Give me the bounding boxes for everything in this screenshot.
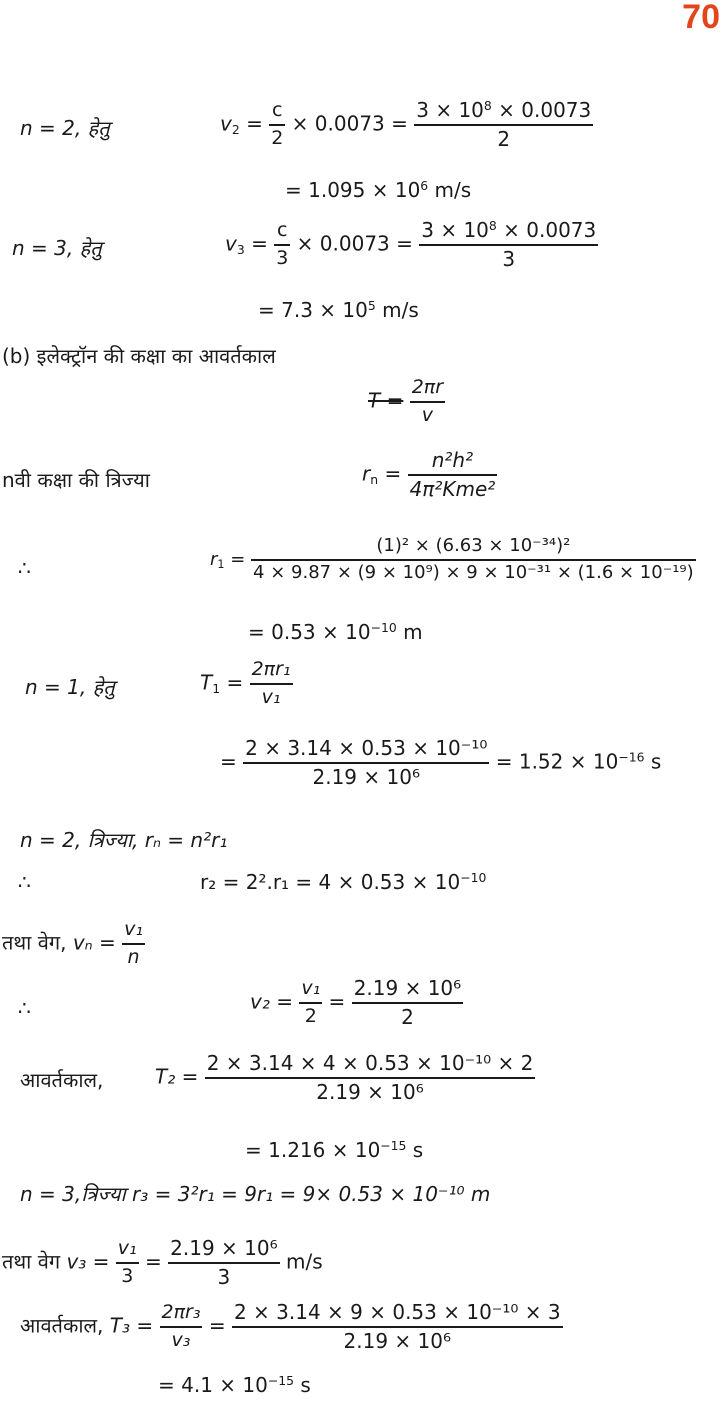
n2-velocity-line: तथा वेग, vₙ = $\frac{\text{v₁}}{n}$ (2, 918, 143, 968)
r1-calculation: $r_1$ = $\frac{\text{(1)² × (6.63 × 10⁻³⁴)²}}{\text{4 × 9.87 × (9 × 10⁹) × 9 × 10⁻³¹ × (1.6 × 10⁻¹⁹)}}$ (210, 535, 694, 583)
therefore-symbol-2: ∴ (18, 870, 31, 894)
radius-fraction: $\frac{\text{n²h²}}{\text{4π²Kme²}}$ (409, 448, 496, 501)
r1-fraction: $\frac{\text{(1)² × (6.63 × 10⁻³⁴)²}}{\text{4 × 9.87 × (9 × 10⁹) × 9 × 10⁻³¹ × (1.6 × 10⁻¹⁹)}}$ (253, 535, 694, 583)
v2-result: = $1.095 \times 10^6$ m/s (285, 178, 472, 202)
v3-equation: $v_3$ = $\frac{c}{3}$ × 0.0073 = $\frac{3 \times 10^8 \times 0.0073}{3}$ (225, 218, 597, 271)
T3-fraction-b: $\frac{\text{2 × 3.14 × 9 × 0.53 × 10⁻¹⁰ × 3}}{\text{2.19 × 10⁶}}$ (233, 1300, 561, 1353)
v2-fraction-b: $\frac{\text{2.19 × 10⁶}}{2}$ (353, 976, 462, 1029)
v3-fraction: $\frac{3 \times 10^8 \times 0.0073}{3}$ (421, 218, 597, 271)
period-formula: T = $\frac{2\pi r}{v}$ (368, 376, 444, 426)
T1-calc-fraction: $\frac{\text{2 × 3.14 × 0.53 × 10⁻¹⁰}}{\text{2.19 × 10⁶}}$ (245, 736, 488, 789)
case-n2-label: n = 2, हेतु (20, 116, 110, 140)
T2-fraction: $\frac{\text{2 × 3.14 × 4 × 0.53 × 10⁻¹⁰ × 2}}{\text{2.19 × 10⁶}}$ (206, 1051, 534, 1104)
T3-fraction-a: $\frac{\text{2πr₃}}{\text{v₃}}$ (161, 1301, 201, 1351)
c-over-3-fraction: $\frac{c}{3}$ (276, 219, 289, 269)
v3-fraction-a: $\frac{\text{v₁}}{3}$ (117, 1237, 137, 1287)
T2-label: आवर्तकाल, (20, 1068, 104, 1092)
c-over-2-fraction: $\frac{c}{2}$ (271, 99, 284, 149)
case-n1-label: n = 1, हेतु (25, 675, 115, 699)
v3-fraction-b: $\frac{\text{2.19 × 10⁶}}{3}$ (170, 1236, 278, 1289)
vn-fraction: $\frac{\text{v₁}}{n}$ (124, 918, 143, 968)
page-number: 70 (682, 0, 720, 36)
T3-calculation: आवर्तकाल, T₃ = $\frac{\text{2πr₃}}{\text{v₃}}$ = $\frac{\text{2 × 3.14 × 9 × 0.53 × 10⁻¹⁰ × 3}}{\text{2.19 × 10⁶}}$ (20, 1300, 561, 1353)
T1-calculation: = $\frac{\text{2 × 3.14 × 0.53 × 10⁻¹⁰}}{\text{2.19 × 10⁶}}$ = $1.52 \times 10^{-16}$ s (220, 736, 662, 789)
T1-formula: $T_1$ = $\frac{\text{2πr₁}}{\text{v₁}}$ (200, 658, 291, 708)
radius-formula: $r_n$ = $\frac{\text{n²h²}}{\text{4π²Kme²}}$ (362, 448, 496, 501)
r1-result: = $0.53 \times 10^{-10}$ m (248, 620, 423, 644)
v2-fraction-a: $\frac{\text{v₁}}{2}$ (301, 977, 321, 1027)
T1-fraction: $\frac{\text{2πr₁}}{\text{v₁}}$ (251, 658, 291, 708)
T2-calculation: T₂ = $\frac{\text{2 × 3.14 × 4 × 0.53 × 10⁻¹⁰ × 2}}{\text{2.19 × 10⁶}}$ (155, 1051, 534, 1104)
r2-calculation: $r_2 = 2^2.r_1 = 4 \times 0.53 \times 10^{-10}$ (200, 870, 487, 894)
n3-velocity-line: तथा वेग v₃ = $\frac{\text{v₁}}{3}$ = $\frac{\text{2.19 × 10⁶}}{3}$ m/s (2, 1236, 323, 1289)
therefore-symbol-1: ∴ (18, 556, 31, 580)
v2-fraction: $\frac{3 \times 10^8 \times 0.0073}{2}$ (416, 98, 592, 151)
v3-result: = $7.3 \times 10^5$ m/s (258, 298, 419, 322)
v2-velocity: v₂ = $\frac{\text{v₁}}{2}$ = $\frac{\text{2.19 × 10⁶}}{2}$ (250, 976, 462, 1029)
part-b-heading: (b) इलेक्ट्रॉन की कक्षा का आवर्तकाल (2, 344, 276, 368)
T3-result: = $4.1 \times 10^{-15}$ s (158, 1373, 311, 1397)
n2-radius-line: n = 2, त्रिज्या, rₙ = n²r₁ (20, 828, 228, 852)
therefore-symbol-3: ∴ (18, 996, 31, 1020)
radius-label: nवी कक्षा की त्रिज्या (2, 468, 150, 492)
v2-equation: $v_2$ = $\frac{c}{2}$ × 0.0073 = $\frac{3 \times 10^8 \times 0.0073}{2}$ (220, 98, 592, 151)
n3-radius-line: n = 3,त्रिज्या r₃ = 3²r₁ = 9r₁ = 9× 0.53 × 10⁻¹⁰ m (20, 1182, 491, 1206)
period-fraction: $\frac{2\pi r}{v}$ (411, 376, 444, 426)
case-n3-label: n = 3, हेतु (12, 236, 102, 260)
T2-result: = $1.216 \times 10^{-15}$ s (245, 1138, 424, 1162)
